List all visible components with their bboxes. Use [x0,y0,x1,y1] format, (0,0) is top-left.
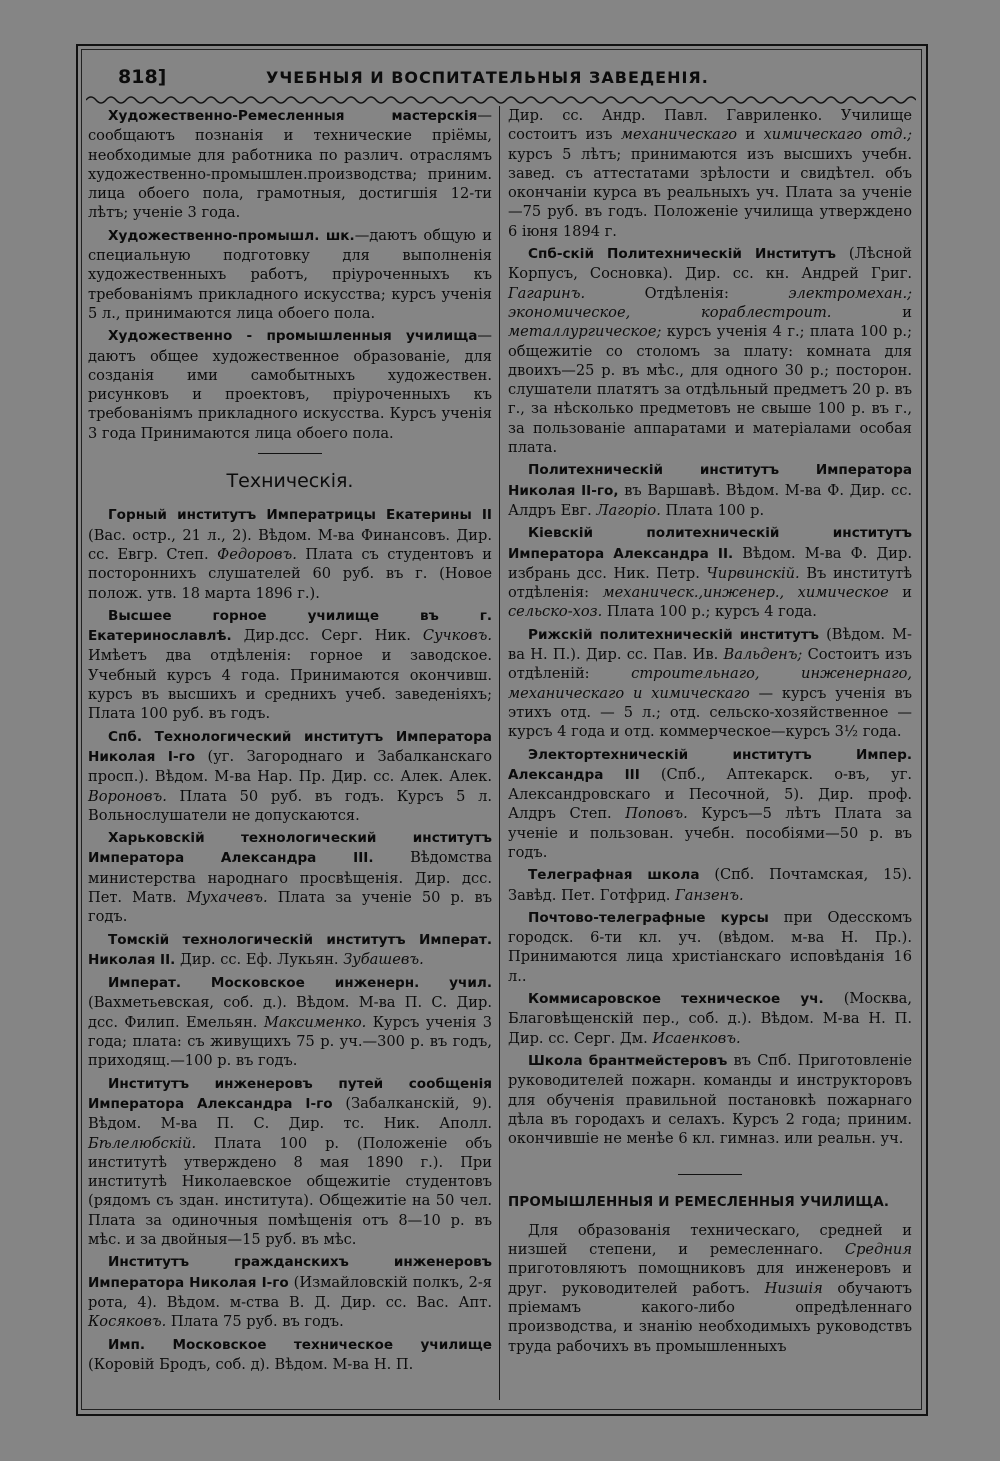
entry-director: Косяковъ. [88,1313,167,1331]
entry-civil-engineers-institute [88,1252,492,1331]
entry-heading: Институтъ гражданскихъ инженеровъ Императора Николая I-го [88,1254,492,1291]
entry-heading: Художественно - промышленныя училища [108,328,478,345]
entry-text: Состоитъ изъ отдѣленій: [508,646,912,683]
entry-text: (Забалканскій, 9). Вѣдом. М-ва П. С. Дир. тс. Ник. Аполл. [88,1094,492,1133]
header-wavy-rule [86,94,916,106]
entry-text: (Спб. Почтамская, 15). Завѣд. Пет. Готфрид. [508,866,912,904]
entry-text: курсъ 5 лѣтъ; принимаются изъ высшихъ учебн. завед. съ аттестатами зрѣлости и свидѣтел. объ окончаніи курса въ реальныхъ уч. Плата за ученіе—75 руб. въ годъ. Положеніе училища утверждено 6 іюня 1894 г. [508,145,912,240]
entry-electrotechnical-institute [508,745,912,863]
entry-director: Мухачевъ. [186,888,268,906]
entry-ekaterinoslav-mining-school [88,606,492,724]
entry-heading: Кіевскій политехническій институтъ Императора Александра II. [508,525,912,562]
section-rule [678,1174,742,1175]
entry-director: Вальденъ; [723,646,803,664]
entry-text: Плата 100 р.; курсъ 4 года. [602,603,817,621]
entry-text: Плата за ученіе 50 р. въ годъ. [88,888,492,926]
entry-text: въ Спб. Приготовленіе руководителей пожарн. команды и инструкторовъ для обученія правильной постановкѣ пожарнаго дѣла въ городахъ и селахъ. Курсъ 2 года; приним. окончившіе не менѣе 6 кл. гимназ. или реальн. уч. [508,1051,912,1148]
entry-text: при Одесскомъ городск. 6-ти кл. уч. (вѣдом. м-ва Н. Пр.). Принимаются лица христіанскаго исповѣданія 16 л.. [508,908,912,985]
entry-text: курсъ ученія 4 г.; плата 100 р.; общежитіе со столомъ за плату: комната для двоихъ—25 р. въ мѣс., для одного 30 р.; посторон. слушатели платятъ за отдѣльный предметъ 20 р. въ г., за нѣсколько предметовъ не свыше 100 р. въ г., за пользованіе аппаратами и матеріалами особая плата. [508,323,912,457]
entry-heading: Художественно-промышл. шк. [108,227,355,244]
entry-heading: Высшее горное училище въ г. Екатеринославлѣ. [88,607,492,645]
entry-director: Гагаринъ. [508,284,586,302]
entry-text: Дир. сс. Андр. Павл. Гавриленко. Училище состоитъ изъ [508,107,912,144]
entry-italic: металлургическое; [508,323,662,341]
entry-italic: сельско-хоз. [508,603,603,621]
entry-heading: Телеграфная школа [528,867,700,884]
entry-director: Ганзенъ. [675,886,744,904]
entry-heading: Школа брантмейстеровъ [528,1052,728,1069]
entry-mining-institute [88,505,492,602]
section-rule [258,453,322,454]
entry-art-industrial-colleges [88,326,492,443]
entry-text: Плата 100 р. (Положеніе объ институтѣ утверждено 8 мая 1890 г.). При институтѣ Николаевское общежитіе студентовъ (рядомъ съ здан. института). Общежитіе на 50 чел. Плата за одиночныя помѣщенія отъ 8—10 р. въ мѣс. и за двойныя—15 руб. въ мѣс. [88,1134,492,1249]
entry-moscow-engineering-school [88,973,492,1070]
entry-postal-telegraph-courses [508,908,912,986]
entry-text: Въ институтѣ отдѣленія: [508,564,912,602]
entry-heading: Коммисаровское техническое уч. [528,991,824,1008]
entry-text: Курсъ ученія 3 года; плата: съ живущихъ 75 р. уч.—300 р. въ годъ, приходящ.—100 р. въ годъ. [88,1013,492,1070]
entry-text: Плата 50 руб. въ годъ. Курсъ 5 л. Вольнослушатели не допускаются. [88,787,492,824]
entry-heading: Спб. Технологический институтъ Императора Николая I-го [88,728,492,765]
entry-text: —даютъ общее художественное образованіе, для созданія ими самобытныхъ художествен. рисунковъ и проектовъ, пріуроченныхъ къ требованіямъ прикладного искусства. Курсъ ученія 3 года Принимаются лица обоего пола. [88,327,492,442]
entry-text: и [737,126,764,144]
entry-kharkov-technological-institute [88,828,492,926]
entry-text: (Коровій Бродъ, соб. д). Вѣдом. М-ва Н. П. [88,1355,414,1373]
entry-text: Плата съ студентовъ и постороннихъ слушателей 60 руб. въ г. (Новое полож. утв. 18 марта 1896 г.). [88,545,492,602]
entry-kiev-polytechnic [508,523,912,621]
entry-text: Имѣетъ два отдѣленія: горное и заводское. Учебный курсъ 4 года. Принимаются окончивш. курсъ въ высшихъ и среднихъ учеб. заведеніяхъ; Плата 100 руб. въ годъ. [88,647,492,723]
entry-director: Исаенковъ. [652,1029,741,1047]
entry-moscow-technical-school [88,1335,492,1375]
entry-text: (Вахметьевская, соб. д.). Вѣдом. М-ва П. С. Дир. дсс. Филип. Емельян. [88,994,492,1031]
entry-text: (уг. Загороднаго и Забалканскаго просп.). Вѣдом. М-ва Нар. Пр. Дир. сс. Алек. Алек. [88,747,492,786]
entry-heading: Томскій технологическій институтъ Императ. Николая II. [88,931,492,968]
entry-text: (Измайловскій полкъ, 2-я рота, 4). Вѣдом. м-ства В. Д. Дир. сс. Вас. Апт. [88,1273,492,1311]
section-title-industrial-schools: ПРОМЫШЛЕННЫЯ И РЕМЕСЛЕННЫЯ УЧИЛИЩА. [508,1195,890,1211]
entry-telegraph-school [508,865,912,905]
entry-director: Чирвинскій. [706,564,800,582]
entry-italic: Средния [844,1241,912,1259]
entry-heading: Почтово-телеграфные курсы [528,909,769,926]
entry-italic: механическ.,инженер., химическое [602,584,889,602]
entry-text: —даютъ общую и специальную подготовку для выполненія художественныхъ работъ, пріуроченныхъ къ требованіямъ прикладного искусства; курсъ ученія 5 л., принимаются лица обоего пола. [88,226,492,322]
entry-heading: Императ. Московское инженерн. учил. [108,975,492,992]
entry-text: Дир. сс. Еф. Лукьян. [175,950,344,968]
entry-text: въ Варшавѣ. Вѣдом. М-ва Ф. Дир. сс. Алдръ Евг. [508,481,913,519]
right-column [508,106,912,1359]
entry-komissarov-technical-school [508,989,912,1048]
entry-italic: механическаго [620,126,738,144]
section-title-technical: Техническія. [226,470,354,493]
entry-heading: Электортехническій институтъ Импер. Александра III [508,746,912,783]
entry-text: (Вас. остр., 21 л., 2). Вѣдом. М-ва Финансовъ. Дир. сс. Евгр. Степ. [88,526,492,563]
entry-text: Вѣдом. М-ва Ф. Дир. избрань дсс. Ник. Петр. [508,544,912,582]
entry-warsaw-polytechnic [508,460,912,520]
entry-continuation [508,106,912,241]
entry-riga-polytechnic [508,625,912,742]
entry-text: —сообщаютъ познанія и технические пріёмы, необходимые для работника по различ. отраслямъ художественно-промышлен.производства; приним. лица обоего пола, грамотныя, достигшія 12-ти лѣтъ; ученіе 3 года. [88,107,492,222]
entry-heading: Имп. Московское техническое училище [108,1336,492,1353]
entry-heading: Институтъ инженеровъ путей сообщенія Императора Александра I-го [88,1075,492,1112]
entry-art-industrial-schools [88,226,492,323]
entry-text: Плата 75 руб. въ годъ. [166,1313,344,1331]
entry-italic: Низшія [764,1279,823,1297]
entry-railway-engineers-institute [88,1074,492,1250]
entry-director: Максименко. [263,1013,367,1031]
entry-art-craft-workshops [88,106,492,223]
entry-spb-polytechnic [508,244,912,457]
entry-heading: Художественно-Ремесленныя мастерскія [108,108,478,124]
entry-text: (Вѣдом. М-ва Н. П.). Дир. сс. Пав. Ив. [508,625,912,664]
entry-italic: электромехан.; экономическое, кораблестроит. [508,284,912,321]
entry-director: Зубашевъ. [343,950,424,968]
entry-heading: Харьковскій технологический институтъ Императора Александра III. [88,830,492,867]
entry-text: (Лѣсной Корпусъ, Сосновка). Дир. сс. кн. Андрей Григ. [508,245,912,283]
left-column [88,106,492,1377]
entry-spb-technological-institute [88,727,492,825]
page-header [96,62,916,92]
entry-text: обучаютъ пріемамъ какого-либо опредѣленнаго производства, и знанію необходимыхъ руководствъ труда рабочихъ въ промышленныхъ [508,1279,913,1355]
entry-heading: Горный институтъ Императрицы Екатерины II [108,507,492,524]
entry-text: Дир.дсс. Серг. Ник. [231,627,423,645]
entry-italic: строительнаго, инженернаго, механическаго и химическаго [508,665,912,702]
entry-text: — курсъ ученія въ этихъ отд. — 5 л.; отд. сельско-хозяйственное — курсъ 4 года и отд. коммерческое—курсъ 3½ года. [508,684,912,741]
column-divider [499,106,500,1400]
entry-director: Бѣлелюбскій. [88,1134,197,1152]
page-number: 818] [118,66,167,88]
entry-text: Курсъ—5 лѣтъ Плата за ученіе и пользован. учебн. пособіями—50 р. въ годъ. [508,805,912,861]
entry-director: Вороновъ. [88,787,167,805]
entry-text: Плата 100 р. [660,501,765,519]
entry-text: Для образованія техническаго, средней и низшей степени, и ремесленнаго. [508,1221,912,1259]
entry-text: и [888,584,912,602]
entry-text: Вѣдомства министерства народнаго просвѣщенія. Дир. дсс. Пет. Матв. [88,849,492,906]
entry-text: приготовляютъ помощниковъ для инженеровъ и друг. руководителей работъ. [508,1260,912,1297]
entry-heading: Политехническій институтъ Императора Николая II-го, [508,462,912,499]
entry-italic: химическаго отд.; [763,126,912,144]
entry-director: Сучковъ. [422,627,492,645]
entry-director: Поповъ. [625,805,688,823]
running-title: УЧЕБНЫЯ И ВОСПИТАТЕЛЬНЫЯ ЗАВЕДЕНІЯ. [266,68,709,87]
entry-industrial-schools-intro [508,1221,912,1356]
entry-text: Отдѣленія: [585,284,789,302]
entry-tomsk-technological-institute [88,930,492,971]
entry-text: (Москва, Благовѣщенскій пер., соб. д.). Вѣдом. М-ва Н. П. Дир. сс. Серг. Дм. [508,990,912,1047]
entry-director: Лагоріо. [596,501,661,519]
entry-heading: Спб-скій Политехническій Институтъ [528,246,837,263]
entry-director: Федоровъ. [217,545,297,563]
entry-text: (Спб., Аптекарск. о-въ, уг. Александровскаго и Песочной, 5). Дир. проф. Алдръ Степ. [508,765,912,823]
entry-text: и [831,303,912,321]
entry-fire-chiefs-school [508,1051,912,1148]
entry-heading: Рижскій политехническій институтъ [528,626,820,643]
